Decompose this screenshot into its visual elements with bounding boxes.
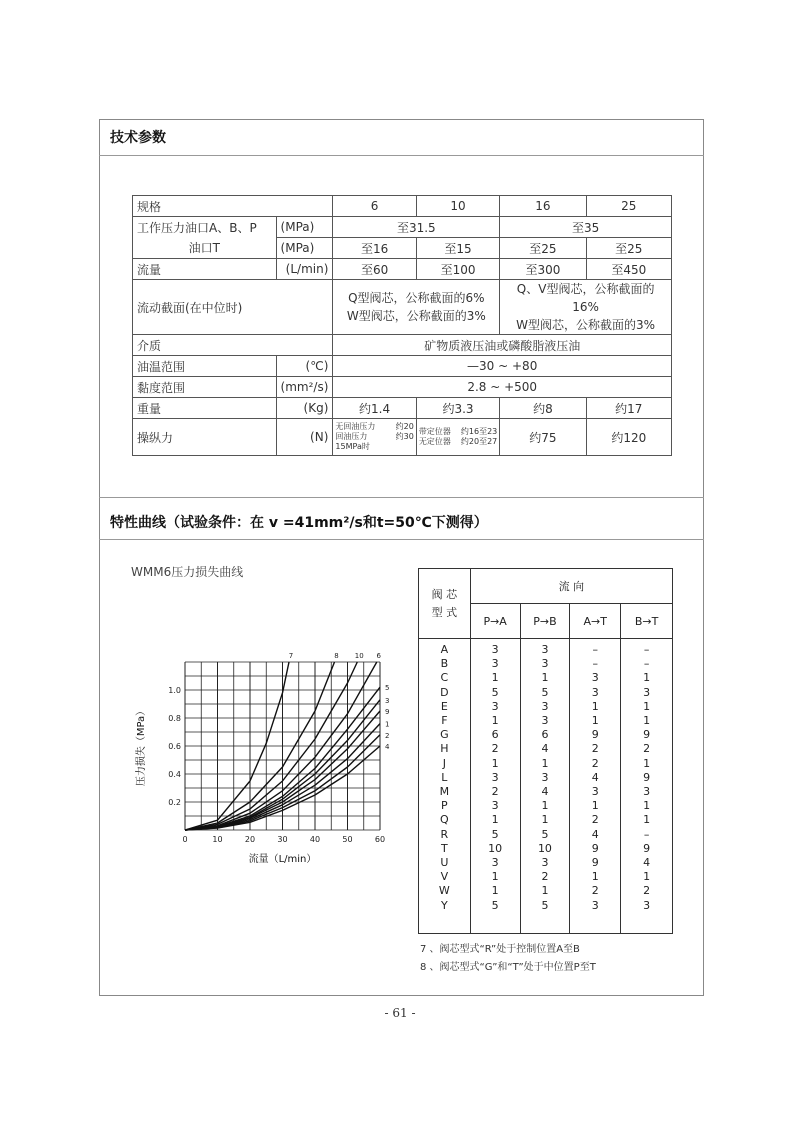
matrix-cell: 2 [541, 870, 549, 884]
section-title-curves: 特性曲线（试验条件：在 v =41mm²/s和t=50℃下测得） [110, 515, 488, 531]
curve-label: 5 [385, 684, 390, 693]
matrix-cell: 9 [591, 841, 599, 855]
matrix-cell: 4 [541, 785, 549, 799]
divider [99, 539, 704, 540]
matrix-spool-type: H [440, 742, 449, 756]
matrix-cell: 2 [643, 884, 651, 898]
matrix-cell: 3 [541, 699, 549, 713]
table-row [419, 569, 673, 604]
matrix-spool-type: F [441, 714, 448, 728]
area-label: 流动截面(在中位时) [133, 280, 333, 335]
matrix-cell: 4 [643, 856, 651, 870]
force-label: 操纵力 [133, 419, 277, 456]
note-g-t-spool: 8 、阀芯型式“G”和“T”处于中位置P至T [420, 962, 596, 973]
matrix-cell: 1 [541, 799, 549, 813]
pressure-abp-small: 至31.5 [333, 217, 500, 238]
matrix-cell: 3 [591, 685, 599, 699]
pressure-label-t: 油口T [188, 240, 220, 255]
y-tick-label: 0.6 [168, 742, 181, 751]
matrix-cell: 5 [491, 898, 499, 912]
matrix-cell: 1 [491, 870, 499, 884]
weight-6: 约1.4 [333, 398, 416, 419]
matrix-spool-type: A [440, 643, 449, 656]
area-small-q: Q型阀芯，公称截面的6% [348, 291, 485, 305]
matrix-cell: 3 [643, 898, 651, 912]
matrix-cell: 3 [541, 657, 549, 671]
matrix-type-column [419, 639, 471, 934]
y-tick-label: 0.2 [168, 798, 181, 807]
pressure-unit-t: (MPa) [276, 238, 333, 259]
pressure-label [133, 217, 277, 259]
x-tick-label: 60 [374, 835, 386, 844]
curve-label: 3 [385, 696, 390, 705]
matrix-cell: 10 [488, 841, 503, 855]
matrix-cell: 3 [591, 785, 599, 799]
spec-header-6: 6 [333, 196, 416, 217]
matrix-h-type: 型 式 [431, 605, 458, 619]
matrix-cell: 3 [491, 699, 499, 713]
matrix-cell: 1 [541, 813, 549, 827]
force6-l2: 回油压力 [335, 432, 368, 441]
matrix-cell: – [643, 657, 650, 671]
matrix-spool-type: M [439, 785, 450, 799]
matrix-corner [419, 569, 471, 639]
force10-v2: 约20至27 [460, 437, 498, 446]
x-tick-label: 0 [182, 835, 188, 844]
force-unit: (N) [276, 419, 333, 456]
visc-unit: (mm²/s) [276, 377, 333, 398]
x-tick-label: 30 [277, 835, 288, 844]
flow-matrix-table [418, 568, 673, 934]
curve-label: 4 [385, 743, 390, 751]
matrix-col-bt: B→T [621, 604, 673, 639]
table-row [133, 398, 672, 419]
force10-l1: 带定位器 [418, 427, 451, 436]
section-title-tech-params: 技术参数 [110, 130, 166, 146]
matrix-cell: 1 [541, 884, 549, 898]
matrix-cell: 9 [643, 841, 651, 855]
x-axis-label: 流量（L/min） [248, 854, 317, 865]
matrix-spool-type: T [440, 841, 448, 855]
force-16: 约75 [500, 419, 586, 456]
temp-unit: (℃) [276, 356, 333, 377]
matrix-cell: 1 [591, 699, 599, 713]
matrix-cell: 2 [591, 884, 599, 898]
matrix-cell: 1 [541, 756, 549, 770]
area-large [500, 280, 672, 335]
matrix-cell: 1 [491, 671, 499, 685]
weight-unit: (Kg) [276, 398, 333, 419]
matrix-cell: 9 [643, 770, 651, 784]
pressure-unit: (MPa) [276, 217, 333, 238]
matrix-cell: 3 [541, 770, 549, 784]
curve-label: 1 [385, 720, 390, 729]
matrix-spool-type: V [440, 870, 449, 884]
flow-16: 至300 [500, 259, 586, 280]
area-small-w: W型阀芯，公称截面的3% [346, 309, 486, 323]
table-row [133, 419, 672, 456]
temp-value: —30 ~ +80 [333, 356, 672, 377]
flow-10: 至100 [416, 259, 499, 280]
matrix-cell: 1 [643, 671, 651, 685]
matrix-cell: 1 [643, 756, 651, 770]
matrix-cell: 4 [591, 827, 599, 841]
table-row [419, 639, 673, 934]
matrix-bt-column [621, 639, 673, 934]
flow-6: 至60 [333, 259, 416, 280]
matrix-cell: 1 [491, 813, 499, 827]
curve-label: 10 [354, 652, 364, 660]
matrix-cell: 4 [591, 770, 599, 784]
pressure-t-25: 至25 [586, 238, 671, 259]
matrix-cell: 2 [591, 742, 599, 756]
area-large-qv: Q、V型阀芯，公称截面的16% [516, 282, 655, 314]
matrix-cell: 3 [541, 643, 549, 656]
force-6 [333, 419, 416, 456]
temp-label: 油温范围 [133, 356, 277, 377]
matrix-spool-type: J [442, 756, 446, 770]
spec-header-10: 10 [416, 196, 499, 217]
matrix-cell: 1 [491, 884, 499, 898]
spec-table [132, 195, 672, 456]
matrix-cell: 1 [591, 714, 599, 728]
matrix-spool-type: D [440, 685, 449, 699]
matrix-h-flow: 流 向 [470, 569, 672, 604]
matrix-cell: 2 [591, 813, 599, 827]
matrix-cell: – [592, 643, 598, 656]
curve-label: 8 [334, 652, 339, 660]
matrix-spool-type: R [440, 827, 449, 841]
matrix-pb-column [520, 639, 570, 934]
matrix-cell: 3 [491, 856, 499, 870]
matrix-cell: 9 [643, 728, 651, 742]
matrix-cell: 1 [643, 799, 651, 813]
y-axis-label: 压力损失（MPa） [136, 705, 147, 787]
matrix-h-valve: 阀 芯 [431, 587, 458, 601]
medium-label: 介质 [133, 335, 333, 356]
matrix-cell: 3 [643, 785, 651, 799]
pressure-t-16: 至25 [500, 238, 586, 259]
matrix-cell: 9 [591, 856, 599, 870]
y-tick-label: 0.4 [168, 770, 181, 779]
spec-header-16: 16 [500, 196, 586, 217]
chart-title: WMM6压力损失曲线 [131, 565, 244, 579]
force6-v1: 约20 [395, 422, 414, 431]
table-row [133, 377, 672, 398]
force10-l2: 无定位器 [418, 437, 451, 446]
force6-v2: 约30 [395, 432, 414, 441]
matrix-cell: 2 [491, 785, 499, 799]
matrix-cell: 3 [591, 671, 599, 685]
table-row [133, 259, 672, 280]
matrix-cell: 1 [643, 714, 651, 728]
matrix-cell: 1 [643, 699, 651, 713]
force10-v1: 约16至23 [460, 427, 498, 436]
flow-25: 至450 [586, 259, 671, 280]
matrix-cell: 3 [491, 799, 499, 813]
matrix-cell: 5 [541, 827, 549, 841]
curve-label: 9 [385, 708, 390, 716]
matrix-col-pb: P→B [520, 604, 570, 639]
matrix-cell: 2 [643, 742, 651, 756]
matrix-cell: – [592, 657, 598, 671]
matrix-cell: 3 [491, 770, 499, 784]
curve-label: 2 [385, 731, 390, 740]
weight-label: 重量 [133, 398, 277, 419]
y-tick-label: 1.0 [168, 686, 181, 695]
matrix-cell: 9 [591, 728, 599, 742]
weight-25: 约17 [586, 398, 671, 419]
curve-label: 7 [288, 652, 294, 660]
matrix-spool-type: W [438, 884, 450, 898]
matrix-cell: 2 [591, 756, 599, 770]
matrix-cell: 3 [491, 657, 499, 671]
matrix-pa-column [470, 639, 520, 934]
table-row [133, 356, 672, 377]
pressure-t-10: 至15 [416, 238, 499, 259]
weight-10: 约3.3 [416, 398, 499, 419]
matrix-cell: 1 [541, 671, 549, 685]
matrix-cell: 2 [491, 742, 499, 756]
visc-label: 黏度范围 [133, 377, 277, 398]
matrix-cell: 3 [643, 685, 651, 699]
matrix-spool-type: B [440, 657, 449, 671]
pressure-t-6: 至16 [333, 238, 416, 259]
curve-label: 6 [376, 652, 381, 660]
y-tick-label: 0.8 [168, 714, 181, 723]
matrix-spool-type: C [440, 671, 449, 685]
matrix-cell: 1 [591, 870, 599, 884]
matrix-cell: 3 [491, 643, 499, 656]
x-tick-label: 50 [342, 835, 353, 844]
weight-16: 约8 [500, 398, 586, 419]
x-tick-label: 10 [212, 835, 223, 844]
matrix-spool-type: P [441, 799, 448, 813]
table-row [133, 196, 672, 217]
force-10 [416, 419, 499, 456]
force6-l1: 无回油压力 [335, 422, 376, 431]
area-large-w: W型阀芯，公称截面的3% [516, 318, 656, 332]
x-tick-label: 20 [244, 835, 256, 844]
matrix-cell: 1 [491, 756, 499, 770]
matrix-cell: 5 [491, 827, 499, 841]
matrix-spool-type: G [440, 728, 449, 742]
pressure-abp-large: 至35 [500, 217, 672, 238]
force-25: 约120 [586, 419, 671, 456]
flow-unit: (L/min) [276, 259, 333, 280]
matrix-cell: 5 [491, 685, 499, 699]
pressure-loss-chart [130, 640, 400, 880]
matrix-cell: 5 [541, 685, 549, 699]
spec-header-label: 规格 [133, 196, 333, 217]
matrix-spool-type: Q [440, 813, 449, 827]
pressure-label-abp: 工作压力油口A、B、P [137, 220, 257, 235]
matrix-cell: 1 [491, 714, 499, 728]
note-r-spool: 7 、阀芯型式“R”处于控制位置A至B [420, 944, 580, 955]
table-row [133, 280, 672, 335]
matrix-col-at: A→T [570, 604, 621, 639]
matrix-cell: 1 [643, 870, 651, 884]
spec-header-25: 25 [586, 196, 671, 217]
matrix-cell: 10 [537, 841, 552, 855]
page-number: - 61 - [384, 1006, 416, 1020]
matrix-cell: 3 [591, 898, 599, 912]
area-small [333, 280, 500, 335]
divider [99, 497, 704, 498]
matrix-spool-type: U [440, 856, 449, 870]
matrix-spool-type: L [441, 770, 448, 784]
matrix-cell: – [643, 827, 650, 841]
matrix-spool-type: Y [440, 898, 448, 912]
table-row [133, 335, 672, 356]
matrix-cell: 3 [541, 856, 549, 870]
table-row [133, 217, 672, 238]
matrix-cell: 6 [491, 728, 499, 742]
matrix-cell: 6 [541, 728, 549, 742]
matrix-col-pa: P→A [470, 604, 520, 639]
matrix-cell: – [643, 643, 650, 656]
visc-value: 2.8 ~ +500 [333, 377, 672, 398]
force6-l3: 15MPa时 [335, 442, 370, 451]
x-tick-label: 40 [309, 835, 321, 844]
medium-value: 矿物质液压油或磷酸脂液压油 [333, 335, 672, 356]
matrix-cell: 4 [541, 742, 549, 756]
matrix-cell: 3 [541, 714, 549, 728]
matrix-cell: 5 [541, 898, 549, 912]
matrix-spool-type: E [440, 699, 448, 713]
flow-label: 流量 [133, 259, 277, 280]
matrix-cell: 1 [591, 799, 599, 813]
matrix-at-column [570, 639, 621, 934]
divider [99, 155, 704, 156]
matrix-cell: 1 [643, 813, 651, 827]
